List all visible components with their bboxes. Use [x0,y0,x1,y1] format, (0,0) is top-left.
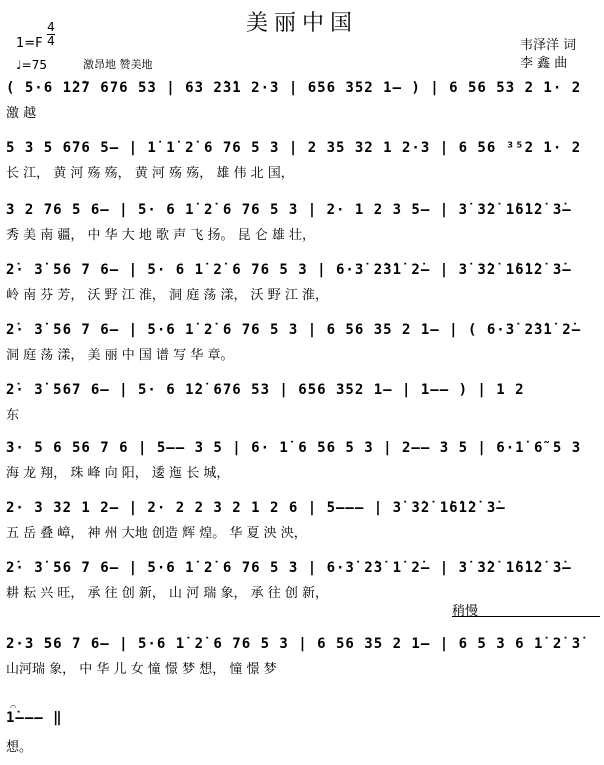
meter-bottom: 4 [47,34,55,48]
lyric-line-5: 洞 庭 荡 漾， 美 丽 中 国 谱 写 华 章。 [6,348,234,363]
score-line-10: 2·3 56 7 6– | 5·6 1̇ 2̇ 6 76 5 3 | 6 56 35 2 1– | 6 5 3 6 1̇ 2̇ 3̇ [6,636,582,652]
key-signature: 1=F [16,36,43,51]
score-line-8: 2· 3 32 1 2– | 2· 2 2 3 2 1 2 6 | 5––– | 3̇ 3̇2̇ 1̇6̇1̇2̇ 3̇– [6,500,506,516]
score-line-9: 2̇· 3̇ 56 7 6– | 5·6 1̇ 2̇ 6 76 5 3 | 6·3̇ 2̇3̇ 1̇ 2̇– | 3̇ 3̇2̇ 1̇6̇1̇2̇ 3̇– [6,560,572,576]
score-line-4: 2̇· 3̇ 56 7 6– | 5· 6 1̇ 2̇ 6 76 5 3 | 6·3̇ 2̇3̇1̇ 2̇– | 3̇ 3̇2̇ 1̇6̇1̇2̇ 3̇– [6,262,572,278]
lyric-line-11: 想。 [6,740,33,755]
score-line-2: 5 3 5 6̃76 5– | 1̇ 1̇ 2̇ 6 76 5 3 | 2 35 32 1 2·3 | 6 56 ³⁵2 1· 2 [6,140,582,156]
meter-top: 4 [47,20,55,34]
fermata-icon: 𝄐 [10,700,17,713]
score-line-6: 2̇· 3̇ 567 6– | 5· 6 1̇2̇ 676 53 | 656 352 1– | 1–– ) | 1 2 [6,382,525,398]
lyric-line-1: 激 越 [6,106,37,121]
lyric-line-8: 五 岳 叠 嶂， 神 州 大地 创造 辉 煌。 华 夏 泱 泱， [6,526,307,541]
score-line-5: 2̇· 3̇ 56 7 6– | 5·6 1̇ 2̇ 6 76 5 3 | 6 56 35 2 1– | ( 6·3̇ 2̇3̇1̇ 2̇– [6,322,582,338]
lyric-line-10: 山河瑞 象， 中 华 儿 女 憧 憬 梦 想， 憧 憬 梦 [6,662,277,677]
score-line-7: 3· 5 6 56 7 6 | 5–– 3 5 | 6· 1̇ 6 56 5 3 | 2–– 3 5 | 6·1̇ 6̃ 5 3 [6,440,582,456]
score-line-1: ( 5·6 1̇2̇7 676 53 | 63 2̇3̇1 2·3 | 656 352 1– ) | 6 56 53 2 1· 2 [6,80,582,96]
page-title: 美丽中国 [245,11,358,36]
slow-marking: 稍慢 [452,604,479,619]
performance-hint: 激昂地 赞美地 [83,58,153,71]
time-signature [47,22,55,47]
lyric-line-7: 海 龙 翔， 珠 峰 向 阳， 逶 迤 长 城， [6,466,230,481]
lyric-line-3: 秀 美 南 疆， 中 华 大 地 歌 声 飞 扬。 昆 仑 雄 壮， [6,228,315,243]
score-line-3: 3 2 76 5 6– | 5· 6 1̇ 2̇ 6 76 5 3 | 2· 1 2 3 5– | 3̇ 3̇2̇ 1̇6̇1̇2̇ 3̇– [6,202,572,218]
lyricist-credit: 韦泽洋 词 [520,38,577,53]
composer-credit: 李 鑫 曲 [520,56,568,71]
lyric-line-6: 东 [6,408,20,423]
score-line-11: 1̇––– ‖ [6,710,63,726]
lyric-line-4: 岭 南 芬 芳， 沃 野 江 淮， 洞 庭 荡 漾， 沃 野 江 淮， [6,288,328,303]
lyric-line-2: 长 江， 黄 河 殇 殇， 黄 河 殇 殇， 雄 伟 北 国， [6,166,294,181]
tempo-marking: ♩=75 [16,58,47,72]
lyric-line-9: 耕 耘 兴 旺， 承 往 创 新， 山 河 瑞 象， 承 往 创 新， [6,586,328,601]
